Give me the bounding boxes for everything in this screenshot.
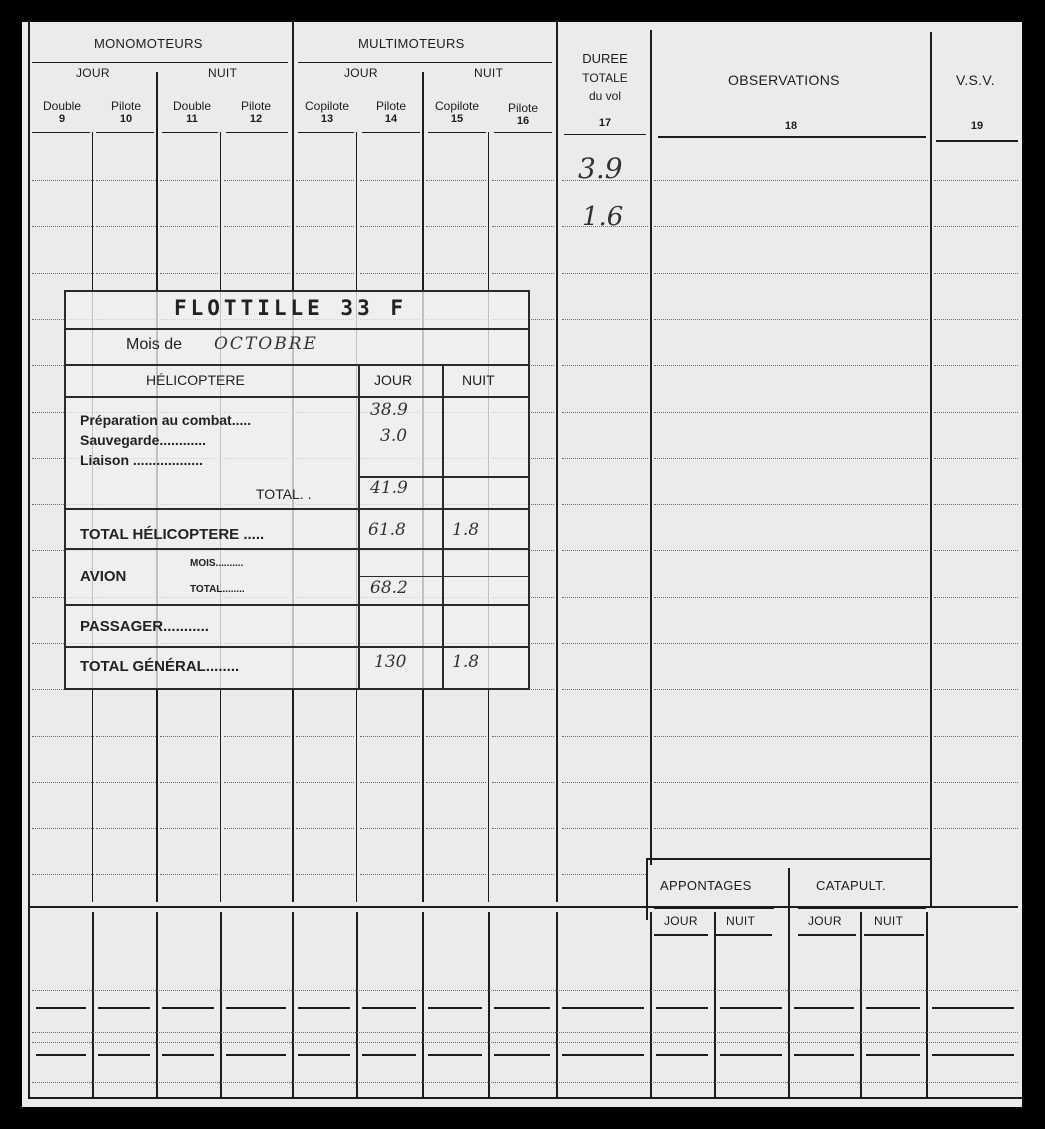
- ruled-dotted-line: [360, 736, 420, 737]
- stamp-sauvegarde-jour: 3.0: [380, 426, 408, 446]
- ruled-dotted-line: [934, 365, 1018, 366]
- ruled-dotted-line: [492, 782, 554, 783]
- ruled-dotted-line: [934, 782, 1018, 783]
- stamp-helicoptere: HÉLICOPTERE: [146, 372, 245, 388]
- ruled-dotted-line: [654, 273, 928, 274]
- ruled-dotted-line: [224, 273, 290, 274]
- divider-observations-vsv: [930, 32, 932, 907]
- ruled-dotted-line: [934, 273, 1018, 274]
- header-rule: [494, 132, 552, 133]
- ruled-dotted-line: [562, 828, 648, 829]
- footer-dash: [494, 1054, 550, 1056]
- ruled-dotted-line: [224, 226, 290, 227]
- stamp-nuit: NUIT: [462, 372, 495, 388]
- ruled-dotted-line: [492, 874, 554, 875]
- footer-dash: [226, 1054, 286, 1056]
- ruled-dotted-line: [96, 180, 156, 181]
- logbook-page: [22, 22, 1022, 1107]
- col-label: Copilote: [434, 99, 480, 113]
- stamp-avion-total-jour: 68.2: [370, 578, 408, 598]
- ruled-dotted-line: [562, 597, 648, 598]
- stamp-row-avion: AVION: [80, 568, 127, 585]
- col-number: 13: [320, 113, 334, 125]
- footer-dash: [362, 1054, 416, 1056]
- footer-dash: [226, 1007, 286, 1009]
- col-number: 17: [598, 117, 612, 129]
- header-observations: OBSERVATIONS: [728, 72, 840, 88]
- ruled-dotted-line: [296, 273, 354, 274]
- stamp-rule: [66, 328, 528, 330]
- ruled-dotted-line: [224, 828, 290, 829]
- ruled-dotted-line: [160, 180, 218, 181]
- ruled-dotted-line: [562, 458, 648, 459]
- stamp-rule: [66, 508, 528, 510]
- ruled-dotted-line: [562, 550, 648, 551]
- ruled-dotted-line: [562, 412, 648, 413]
- stamp-row-mois: MOIS..........: [190, 558, 244, 569]
- ruled-dotted-line: [224, 782, 290, 783]
- col-number: 19: [970, 120, 984, 132]
- col-label: Pilote: [375, 99, 407, 113]
- col-label: Pilote: [507, 101, 539, 115]
- ruled-dotted-line: [562, 273, 648, 274]
- ruled-dotted-line: [934, 736, 1018, 737]
- ruled-dotted-line: [426, 782, 486, 783]
- footer-sub-rule: [654, 934, 708, 936]
- ruled-dotted-line: [360, 874, 420, 875]
- ruled-dotted-line: [296, 736, 354, 737]
- footer-dash: [562, 1007, 644, 1009]
- stamp-row-sauvegarde: Sauvegarde............: [80, 432, 207, 448]
- stamp-vrule: [442, 364, 444, 688]
- col-number: 12: [249, 113, 263, 125]
- col-number: 11: [186, 113, 198, 125]
- header-rule: [96, 132, 154, 133]
- footer-dotted-line: [32, 1082, 1018, 1083]
- header-multi-jour: JOUR: [344, 66, 378, 80]
- ruled-dotted-line: [654, 736, 928, 737]
- ruled-dotted-line: [654, 782, 928, 783]
- stamp-vrule: [358, 364, 360, 688]
- ruled-dotted-line: [934, 643, 1018, 644]
- footer-col-rule: [356, 912, 358, 1097]
- ruled-dotted-line: [934, 689, 1018, 690]
- border-left: [28, 22, 30, 1097]
- footer-dash: [720, 1007, 782, 1009]
- footer-app-nuit: NUIT: [726, 914, 756, 928]
- stamp-row-liaison: Liaison ..................: [80, 452, 203, 468]
- ruled-dotted-line: [96, 273, 156, 274]
- header-underline-mono: [32, 62, 288, 63]
- ruled-dotted-line: [654, 365, 928, 366]
- ruled-dotted-line: [654, 550, 928, 551]
- stamp-row-total: TOTAL. .: [256, 486, 312, 502]
- stamp-rule: [66, 364, 528, 366]
- ruled-dotted-line: [296, 226, 354, 227]
- ruled-dotted-line: [654, 504, 928, 505]
- stamp-total-helico-jour: 61.8: [368, 520, 406, 540]
- stamp-total-jour: 41.9: [370, 478, 408, 498]
- footer-dash: [866, 1007, 920, 1009]
- stamp-mois-value: OCTOBRE: [214, 334, 318, 354]
- col-number: 14: [384, 113, 398, 125]
- ruled-dotted-line: [492, 828, 554, 829]
- ruled-dotted-line: [32, 736, 94, 737]
- col-number: 9: [58, 113, 66, 125]
- stamp-rule: [66, 396, 528, 398]
- stamp-preparation-jour: 38.9: [370, 400, 408, 420]
- col-label: Pilote: [110, 99, 142, 113]
- header-monomoteurs: MONOMOTEURS: [94, 36, 203, 51]
- stamp-row-total-small: TOTAL........: [190, 584, 245, 595]
- header-rule: [564, 134, 646, 135]
- footer-box-left: [646, 858, 648, 920]
- ruled-dotted-line: [160, 736, 218, 737]
- ruled-dotted-line: [96, 874, 156, 875]
- ruled-dotted-line: [360, 273, 420, 274]
- ruled-dotted-line: [934, 180, 1018, 181]
- ruled-dotted-line: [426, 736, 486, 737]
- ruled-dotted-line: [562, 782, 648, 783]
- footer-col-rule: [92, 912, 94, 1097]
- stamp-total-general-nuit: 1.8: [452, 652, 480, 672]
- ruled-dotted-line: [160, 874, 218, 875]
- stamp-rule: [358, 576, 528, 577]
- footer-dash: [428, 1007, 482, 1009]
- footer-col-rule: [926, 912, 928, 1097]
- stamp-row-passager: PASSAGER...........: [80, 618, 209, 635]
- footer-cat-jour: JOUR: [808, 914, 842, 928]
- header-rule: [658, 136, 926, 138]
- ruled-dotted-line: [562, 736, 648, 737]
- ruled-dotted-line: [654, 643, 928, 644]
- ruled-dotted-line: [360, 782, 420, 783]
- ruled-dotted-line: [654, 828, 928, 829]
- footer-dash: [656, 1054, 708, 1056]
- ruled-dotted-line: [492, 273, 554, 274]
- header-underline-multi: [298, 62, 552, 63]
- header-multimoteurs: MULTIMOTEURS: [358, 36, 465, 51]
- ruled-dotted-line: [32, 782, 94, 783]
- col-label: Double: [172, 99, 212, 113]
- footer-dash: [656, 1007, 708, 1009]
- footer-dash: [36, 1007, 86, 1009]
- ruled-dotted-line: [224, 874, 290, 875]
- footer-sub-rule: [654, 908, 774, 909]
- footer-dash: [428, 1054, 482, 1056]
- footer-sub-rule: [716, 934, 772, 936]
- ruled-dotted-line: [296, 874, 354, 875]
- footer-col-rule: [488, 912, 490, 1097]
- footer-dash: [362, 1007, 416, 1009]
- footer-dash: [720, 1054, 782, 1056]
- header-rule: [428, 132, 486, 133]
- footer-dash: [98, 1054, 150, 1056]
- stamp-rule: [66, 604, 528, 606]
- ruled-dotted-line: [96, 736, 156, 737]
- header-rule: [936, 140, 1018, 142]
- ruled-dotted-line: [934, 226, 1018, 227]
- ruled-dotted-line: [654, 412, 928, 413]
- header-multi-nuit: NUIT: [474, 66, 504, 80]
- stamp-mois-label: Mois de: [126, 336, 183, 353]
- ruled-dotted-line: [426, 828, 486, 829]
- stamp-rule: [66, 646, 528, 648]
- col-number: 10: [119, 113, 133, 125]
- ruled-dotted-line: [562, 643, 648, 644]
- ruled-dotted-line: [160, 226, 218, 227]
- ruled-dotted-line: [426, 226, 486, 227]
- ruled-dotted-line: [32, 273, 94, 274]
- ruled-dotted-line: [934, 828, 1018, 829]
- ruled-dotted-line: [562, 689, 648, 690]
- footer-dash: [794, 1007, 854, 1009]
- header-duree-line1: DUREE: [582, 51, 628, 66]
- ruled-dotted-line: [296, 828, 354, 829]
- header-rule: [226, 132, 288, 133]
- ruled-dotted-line: [492, 736, 554, 737]
- footer-col-rule: [156, 912, 158, 1097]
- ruled-dotted-line: [296, 782, 354, 783]
- ruled-dotted-line: [654, 226, 928, 227]
- col-number: 15: [450, 113, 464, 125]
- stamp-row-total-general: TOTAL GÉNÉRAL........: [80, 658, 240, 675]
- footer-col-rule: [556, 912, 558, 1097]
- footer-dotted-line: [32, 990, 1018, 991]
- footer-col-rule: [650, 912, 652, 1097]
- footer-dash: [162, 1007, 214, 1009]
- ruled-dotted-line: [492, 180, 554, 181]
- footer-catapult: CATAPULT.: [816, 878, 886, 893]
- stamp-rule: [66, 548, 528, 550]
- ruled-dotted-line: [360, 226, 420, 227]
- col-label: Pilote: [240, 99, 272, 113]
- ruled-dotted-line: [934, 458, 1018, 459]
- ruled-dotted-line: [160, 828, 218, 829]
- ruled-dotted-line: [160, 782, 218, 783]
- ruled-dotted-line: [654, 458, 928, 459]
- footer-dash: [162, 1054, 214, 1056]
- footer-dash: [298, 1054, 350, 1056]
- ruled-dotted-line: [224, 736, 290, 737]
- header-rule: [298, 132, 354, 133]
- footer-col-rule: [860, 912, 862, 1097]
- footer-dash: [794, 1054, 854, 1056]
- ruled-dotted-line: [934, 319, 1018, 320]
- footer-dash: [866, 1054, 920, 1056]
- ruled-dotted-line: [562, 504, 648, 505]
- ruled-dotted-line: [96, 226, 156, 227]
- footer-cat-nuit: NUIT: [874, 914, 904, 928]
- col-number: 16: [516, 115, 530, 127]
- ruled-dotted-line: [562, 319, 648, 320]
- flotille-stamp: [64, 290, 530, 690]
- ruled-dotted-line: [360, 828, 420, 829]
- header-rule: [32, 132, 90, 133]
- footer-dash: [98, 1007, 150, 1009]
- footer-col-rule: [292, 912, 294, 1097]
- footer-appontages: APPONTAGES: [660, 878, 752, 893]
- ruled-dotted-line: [426, 273, 486, 274]
- stamp-row-total-helico: TOTAL HÉLICOPTERE .....: [80, 526, 265, 543]
- ruled-dotted-line: [562, 365, 648, 366]
- ruled-dotted-line: [160, 273, 218, 274]
- ruled-dotted-line: [32, 180, 94, 181]
- ruled-dotted-line: [32, 874, 94, 875]
- divider-duree-observations: [650, 30, 652, 865]
- ruled-dotted-line: [654, 180, 928, 181]
- ruled-dotted-line: [296, 180, 354, 181]
- ruled-dotted-line: [654, 597, 928, 598]
- ruled-dotted-line: [934, 412, 1018, 413]
- stamp-jour: JOUR: [374, 372, 413, 388]
- header-rule: [362, 132, 420, 133]
- page-bottom-rule: [28, 1097, 1022, 1099]
- ruled-dotted-line: [426, 874, 486, 875]
- stamp-title: FLOTTILLE 33 F: [174, 296, 408, 320]
- ruled-dotted-line: [96, 782, 156, 783]
- stamp-total-helico-nuit: 1.8: [452, 520, 480, 540]
- footer-dash: [494, 1007, 550, 1009]
- duree-entry-2: 1.6: [582, 202, 624, 232]
- stamp-row-preparation: Préparation au combat.....: [80, 412, 252, 428]
- footer-dash: [932, 1054, 1014, 1056]
- footer-dotted-line: [32, 1042, 1018, 1043]
- header-duree-line2: TOTALE: [582, 71, 628, 85]
- footer-app-jour: JOUR: [664, 914, 698, 928]
- ruled-dotted-line: [492, 226, 554, 227]
- ruled-dotted-line: [562, 874, 648, 875]
- footer-dash: [298, 1007, 350, 1009]
- ruled-dotted-line: [32, 226, 94, 227]
- footer-col-rule: [220, 912, 222, 1097]
- ruled-dotted-line: [934, 550, 1018, 551]
- ruled-dotted-line: [934, 504, 1018, 505]
- footer-box-top: [646, 858, 930, 860]
- footer-col-rule: [422, 912, 424, 1097]
- divider-multi-duree: [556, 22, 558, 902]
- header-mono-jour: JOUR: [76, 66, 110, 80]
- header-rule: [162, 132, 218, 133]
- footer-sub-rule: [798, 908, 926, 909]
- ruled-dotted-line: [224, 180, 290, 181]
- ruled-dotted-line: [426, 180, 486, 181]
- footer-sub-rule: [864, 934, 924, 936]
- header-duree-line3: du vol: [588, 89, 622, 103]
- footer-sub-rule: [798, 934, 856, 936]
- col-number: 18: [784, 120, 798, 132]
- duree-entry-1: 3.9: [578, 152, 623, 185]
- footer-dash: [932, 1007, 1014, 1009]
- ruled-dotted-line: [654, 689, 928, 690]
- header-vsv: V.S.V.: [956, 72, 995, 88]
- header-mono-nuit: NUIT: [208, 66, 238, 80]
- footer-dash: [36, 1054, 86, 1056]
- footer-col-rule: [714, 912, 716, 1097]
- stamp-total-general-jour: 130: [374, 652, 407, 672]
- ruled-dotted-line: [96, 828, 156, 829]
- ruled-dotted-line: [360, 180, 420, 181]
- col-label: Copilote: [304, 99, 350, 113]
- footer-dotted-line: [32, 1032, 1018, 1033]
- footer-col-rule: [788, 912, 790, 1097]
- footer-dash: [562, 1054, 644, 1056]
- ruled-dotted-line: [934, 597, 1018, 598]
- ruled-dotted-line: [654, 319, 928, 320]
- col-label: Double: [42, 99, 82, 113]
- ruled-dotted-line: [32, 828, 94, 829]
